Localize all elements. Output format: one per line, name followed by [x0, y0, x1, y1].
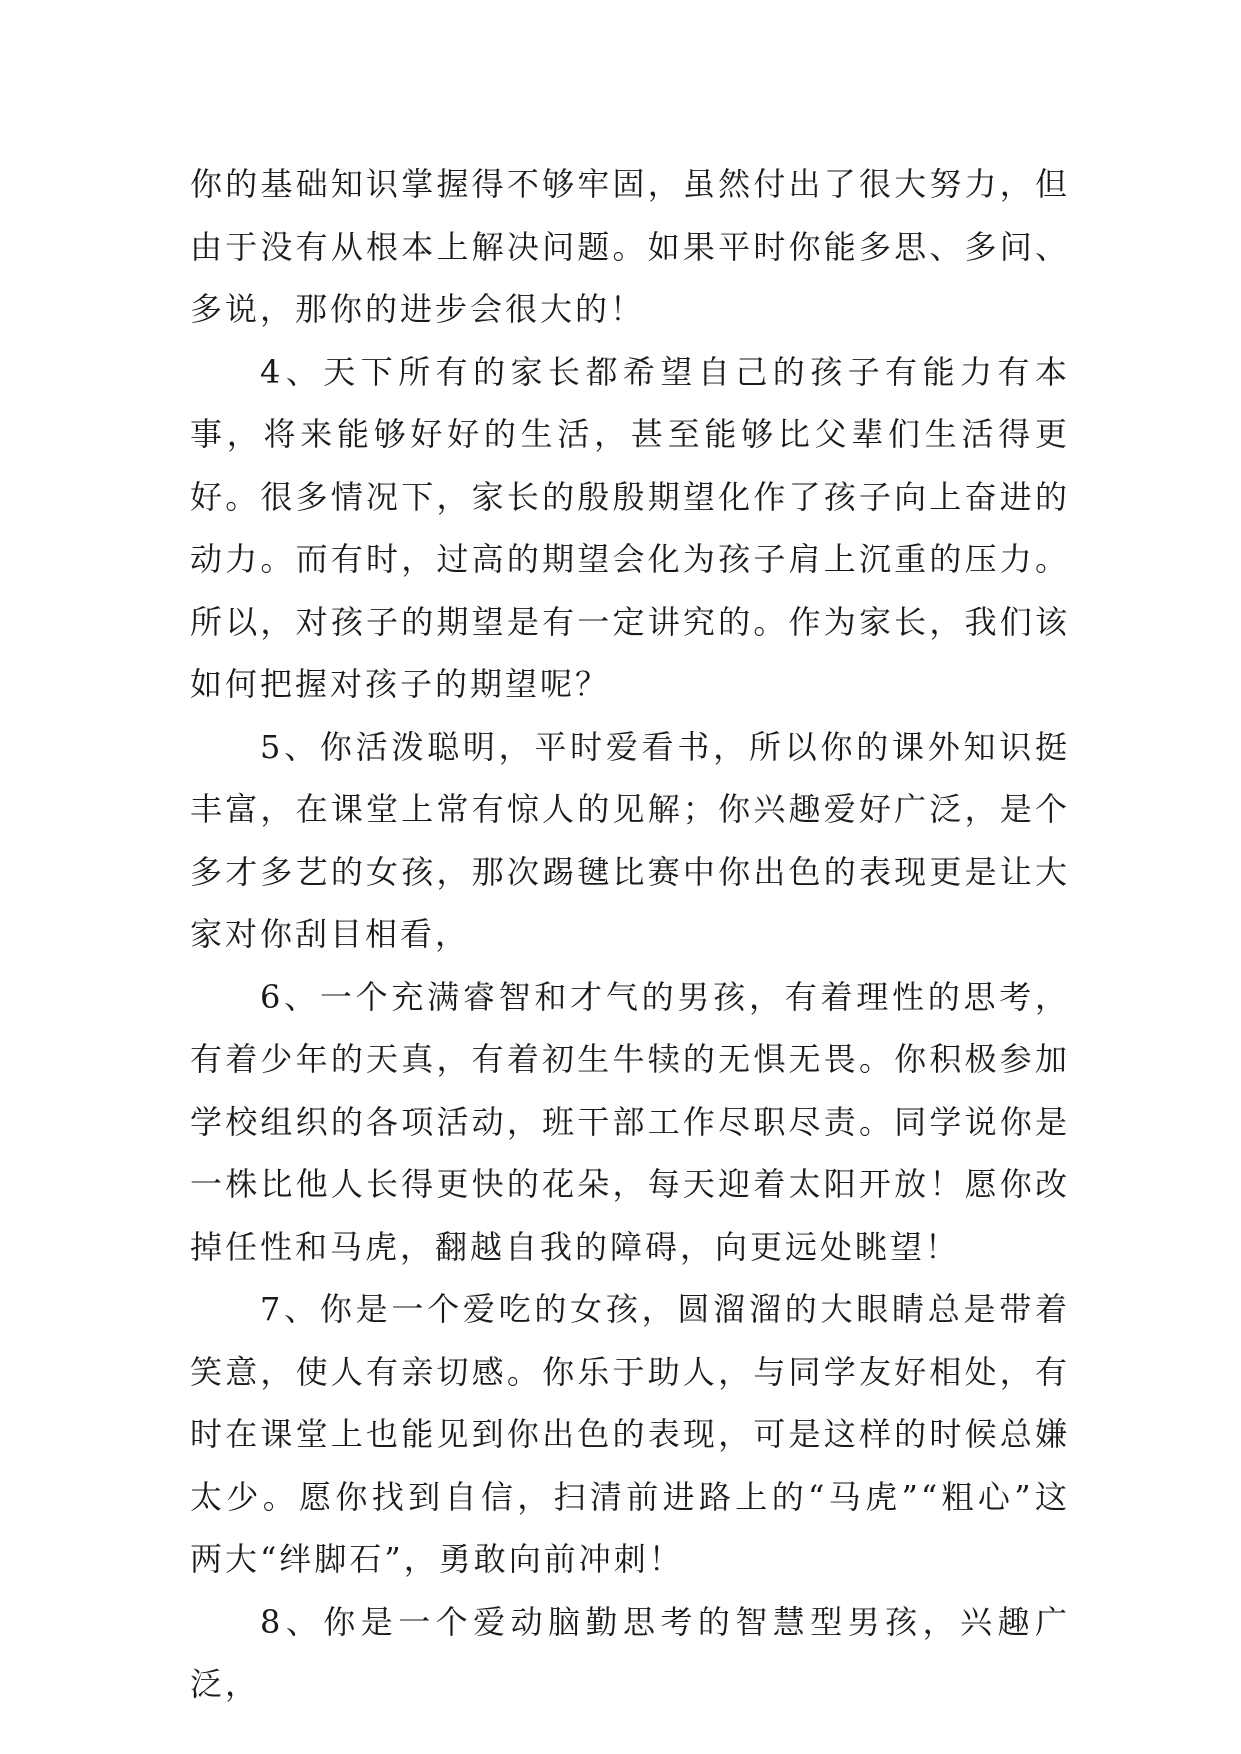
- paragraph-item-6: 6、一个充满睿智和才气的男孩，有着理性的思考，有着少年的天真，有着初生牛犊的无惧无畏。你积极参加学校组织的各项活动，班干部工作尽职尽责。同学说你是一株比他人长得更快的花朵，每天迎着太阳开放！愿你改掉任性和马虎，翻越自我的障碍，向更远处眺望！: [190, 977, 1070, 1266]
- document-body: [190, 153, 1070, 1716]
- paragraph-item-5: 5、你活泼聪明，平时爱看书，所以你的课外知识挺丰富，在课堂上常有惊人的见解；你兴趣爱好广泛，是个多才多艺的女孩，那次踢毽比赛中你出色的表现更是让大家对你刮目相看，: [190, 727, 1070, 953]
- paragraph-continued: 你的基础知识掌握得不够牢固，虽然付出了很大努力，但由于没有从根本上解决问题。如果平时你能多思、多问、多说，那你的进步会很大的！: [190, 165, 1070, 328]
- paragraph-item-8: 8、你是一个爱动脑勤思考的智慧型男孩，兴趣广泛，: [190, 1602, 1070, 1703]
- paragraph-item-7: 7、你是一个爱吃的女孩，圆溜溜的大眼睛总是带着笑意，使人有亲切感。你乐于助人，与同学友好相处，有时在课堂上也能见到你出色的表现，可是这样的时候总嫌太少。愿你找到自信，扫清前进路上的“马虎”“粗心”这两大“绊脚石”，勇敢向前冲刺！: [190, 1290, 1070, 1578]
- paragraph-item-4: 4、天下所有的家长都希望自己的孩子有能力有本事，将来能够好好的生活，甚至能够比父辈们生活得更好。很多情况下，家长的殷殷期望化作了孩子向上奋进的动力。而有时，过高的期望会化为孩子肩上沉重的压力。所以，对孩子的期望是有一定讲究的。作为家长，我们该如何把握对孩子的期望呢？: [190, 352, 1070, 703]
